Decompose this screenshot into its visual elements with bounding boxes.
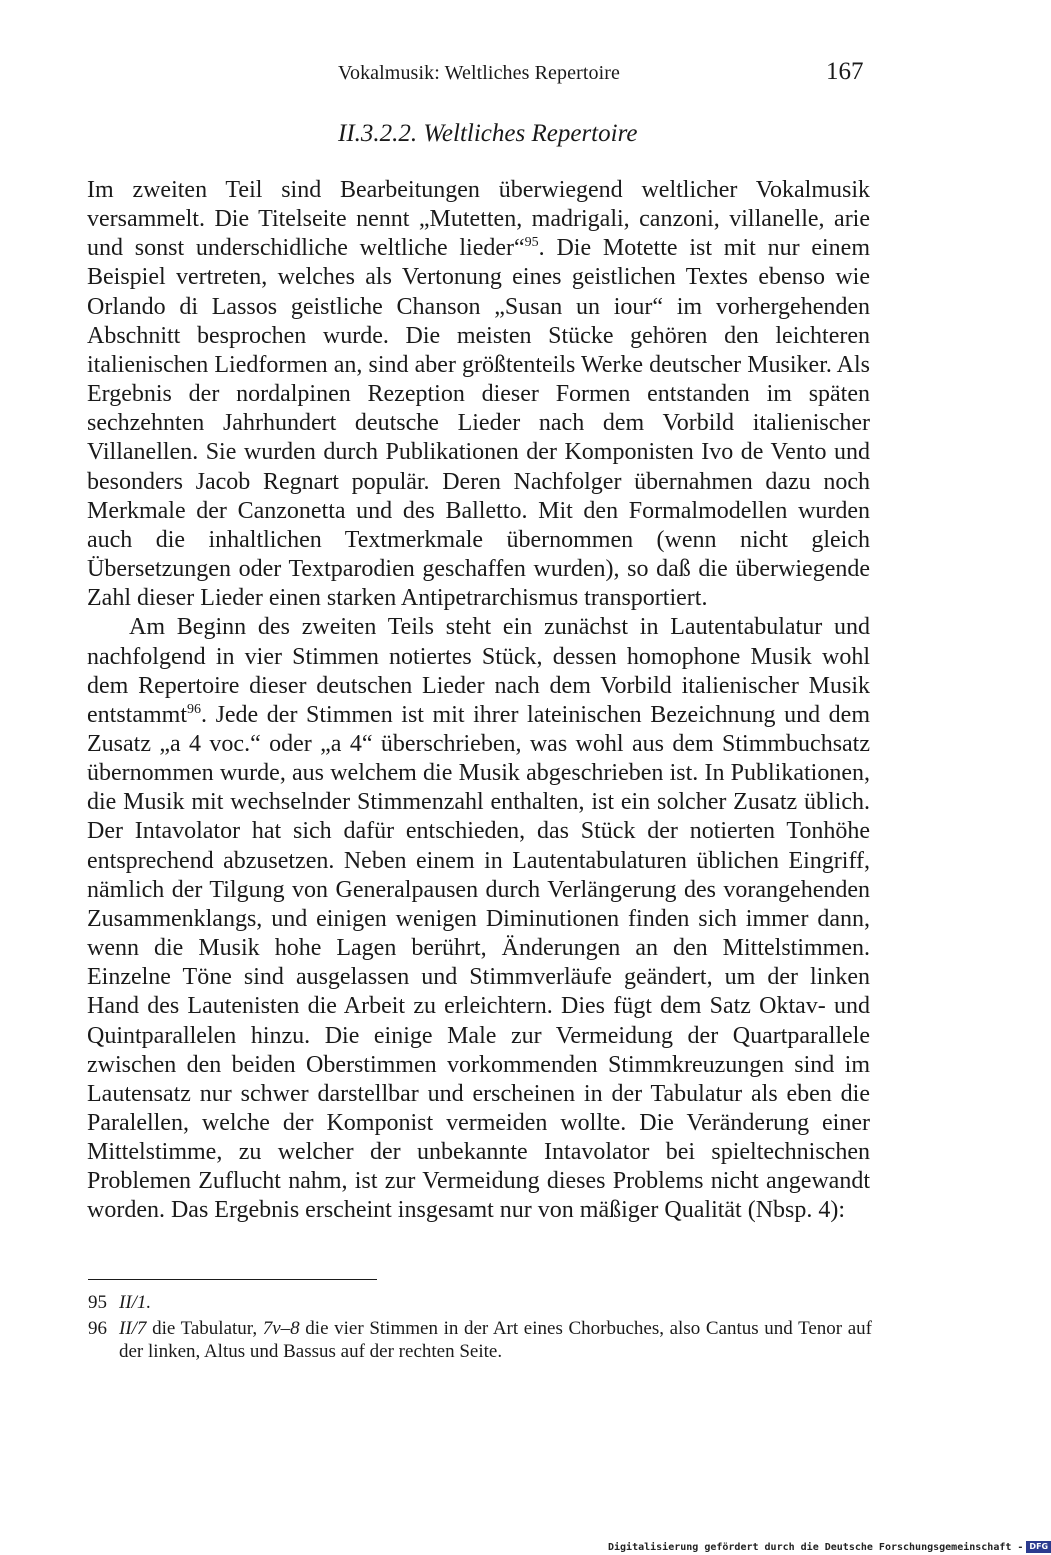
footnote-separator [88,1279,377,1280]
digitization-credit [608,1541,1051,1553]
footnote-text-part-2: die vier Stimmen in der Art eines Chorbuches, also Cantus und Tenor auf der linken, Altus und Bassus auf der rechten Seite. [119,1317,872,1362]
footnote-reference: II/7 [119,1317,147,1339]
footnote-number: 96 [88,1317,107,1339]
footnote-text [119,1291,872,1315]
footnote-number: 95 [88,1292,107,1313]
footnotes [88,1291,872,1366]
credit-text: Digitalisierung gefördert durch die Deutsche Forschungsgemeinschaft - [608,1541,1024,1553]
main-text [87,176,870,1226]
footnote-reference: II/1. [119,1292,152,1313]
footnote-text-part-1: die Tabulatur, [146,1317,263,1339]
paragraph-2 [87,613,870,1225]
running-header-title: Vokalmusik: Weltliches Repertoire [338,62,621,84]
footnote-95 [88,1291,872,1315]
paragraph-2-text-b: . Jede der Stimmen ist mit ihrer lateinischen Bezeichnung und dem Zusatz „a 4 voc.“ oder „a 4“ überschrieben, was wohl aus dem Stimmbuchsatz übernommen wurde, aus welchem die Musik abgeschrieben ist. In Publikationen, die Musik mit wechselnder Stimmenzahl enthalten, ist ein solcher Zusatz üblich. Der Intavolator hat sich dafür entschieden, das Stück der notierten Tonhöhe entsprechend abzusetzen. Neben einem in Lautentabulaturen üblichen Eingriff, nämlich der Tilgung von Generalpausen durch Verlängerung des vorangehenden Zusammenklangs, und einigen wenigen Diminutionen finden sich immer dann, wenn die Musik hohe Lagen berührt, Änderungen an den Mittelstimmen. Einzelne Töne sind ausgelassen und Stimmverläufe geändert, um der linken Hand des Lautenisten die Arbeit zu erleichtern. Dies fügt dem Satz Oktav- und Quintparallelen hinzu. Die einige Male zur Vermeidung der Quartparallele zwischen den beiden Oberstimmen vorkommenden Stimmkreuzungen sind im Lautensatz nur schwer darstellbar und erscheinen in der Tabulatur als eben die Paralellen, welche der Komponist vermeiden wollte. Die Veränderung einer Mittelstimme, zu welcher der unbekannte Intavolator bei spieltechnischen Problemen Zuflucht nahm, ist zur Vermeidung dieses Problems nicht angewandt worden. Das Ergebnis erscheint insgesamt nur von mäßiger Qualität (Nbsp. 4): [87,701,870,1224]
footnote-reference-2: 7v–8 [262,1317,300,1339]
section-heading: II.3.2.2. Weltliches Repertoire [338,120,638,147]
footnote-text [119,1317,872,1364]
page-number: 167 [826,58,864,85]
paragraph-2-text-a: Am Beginn des zweiten Teils steht ein zunächst in Lautentabulatur und nachfolgend in vier Stimmen notiertes Stück, dessen homophone Musik wohl dem Repertoire dieser deutschen Lieder nach dem Vorbild italienischer Musik entstammt [87,614,870,728]
paragraph-1-text-a: Im zweiten Teil sind Bearbeitungen überwiegend weltlicher Vokalmusik versammelt. Die Titelseite nennt „Mutetten, madrigali, canzoni, villanelle, arie und sonst underschidliche weltliche lieder“ [87,177,870,262]
footnote-ref-96: 96 [186,701,201,717]
footnote-96 [88,1317,872,1364]
paragraph-1-text-b: . Die Motette ist mit nur einem Beispiel vertreten, welches als Vertonung eines geistlichen Textes ebenso wie Orlando di Lassos geistliche Chanson „Susan un iour“ im vorhergehenden Abschnitt besprochen wurde. Die meisten Stücke gehören den leichteren italienischen Liedformen an, sind aber größtenteils Werke deutscher Musiker. Als Ergebnis der nordalpinen Rezeption dieser Formen entstanden im späten sechzehnten Jahrhundert deutsche Lieder nach dem Vorbild italienischer Villanellen. Sie wurden durch Publikationen der Komponisten Ivo de Vento und besonders Jacob Regnart populär. Deren Nachfolger übernahmen dazu noch Merkmale der Canzonetta und des Balletto. Mit den Formalmodellen wurden auch die inhaltlichen Textmerkmale übernommen (wenn nicht gleich Übersetzungen oder Textparodien geschaffen wurden), so daß die überwiegende Zahl dieser Lieder einen starken Antipetrarchismus transportiert. [87,235,870,612]
paragraph-1 [87,176,870,613]
dfg-logo: DFG [1026,1541,1051,1553]
footnote-ref-95: 95 [524,235,539,251]
